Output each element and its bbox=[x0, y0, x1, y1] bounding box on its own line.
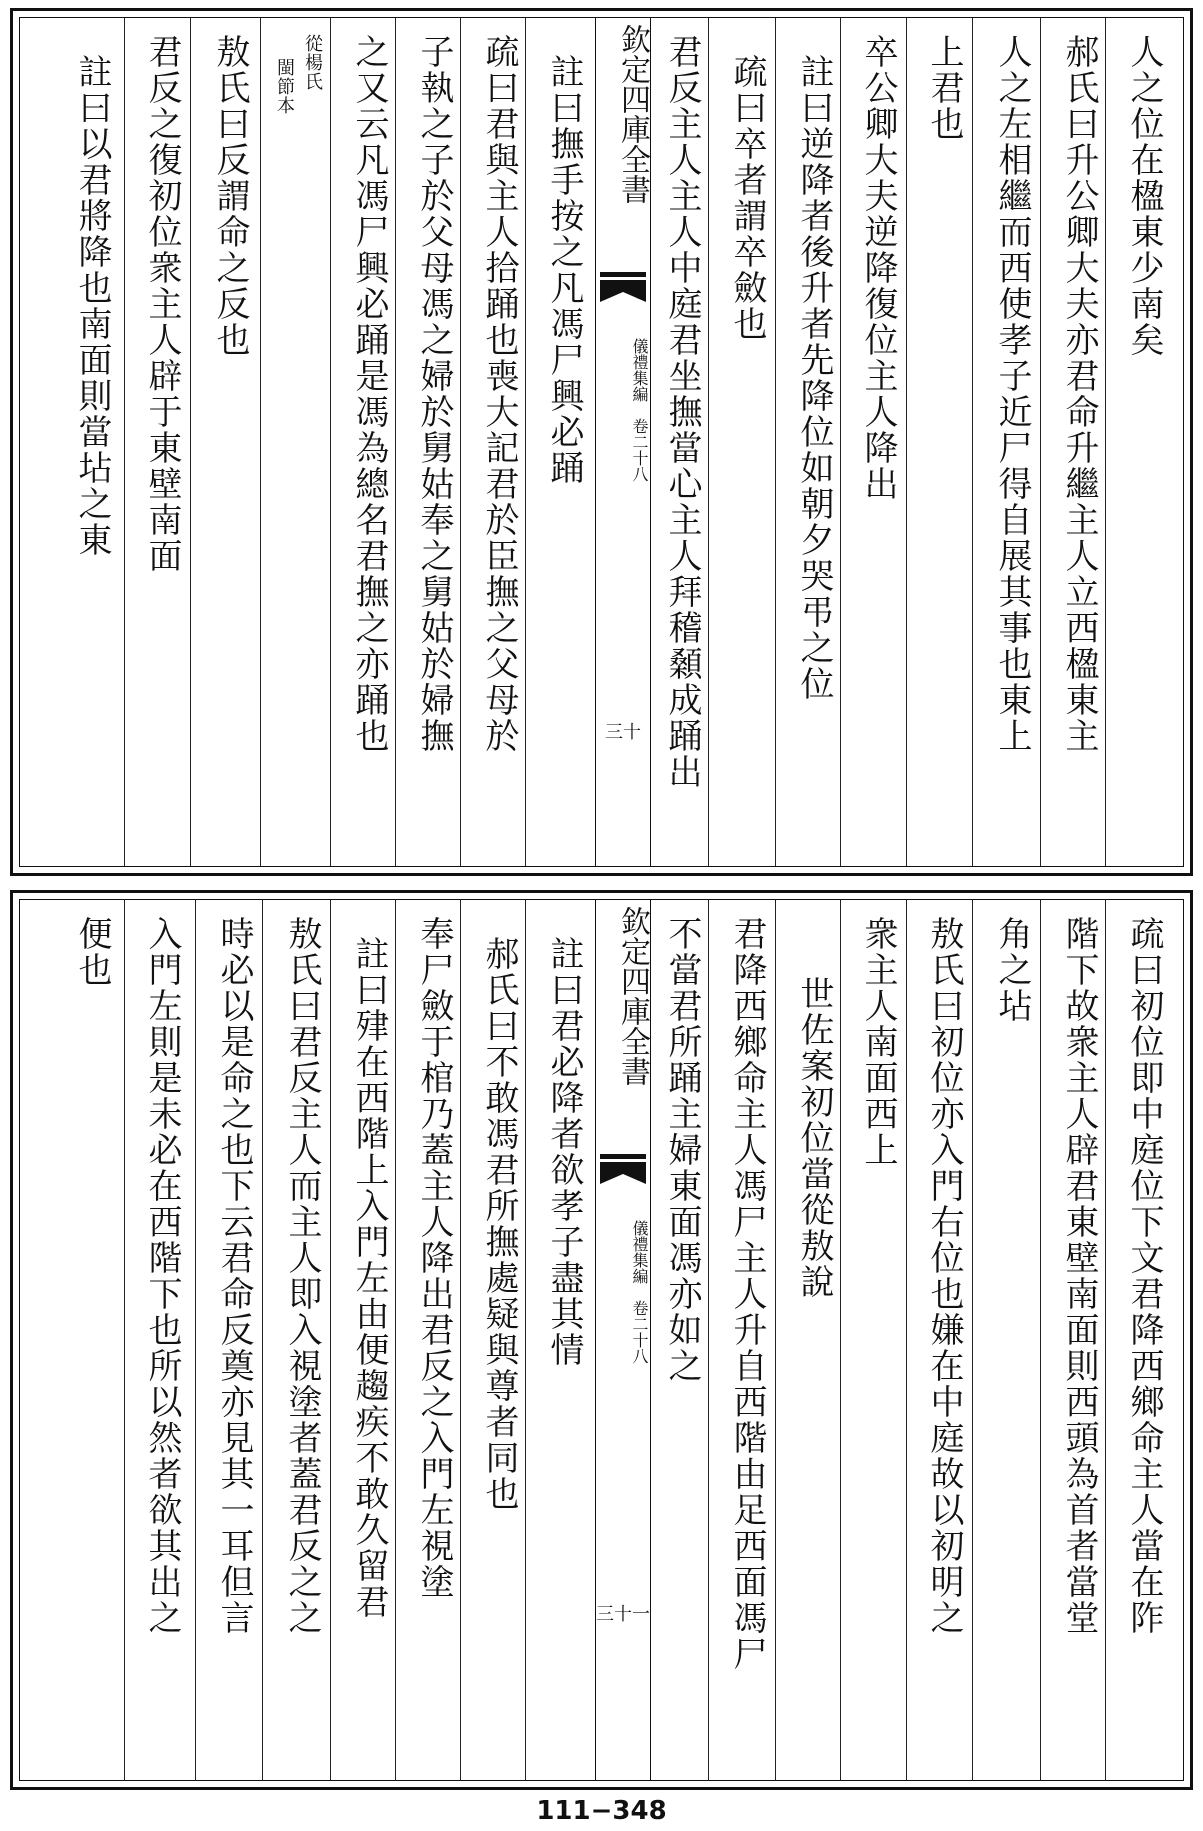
column-rule bbox=[972, 900, 973, 1780]
text-column: 奉尸斂于棺乃蓋主人降出君反之入門左視塗 bbox=[414, 916, 454, 1600]
column-rule bbox=[1105, 18, 1106, 866]
text-column: 註曰逆降者後升者先降位如朝夕哭弔之位 bbox=[794, 54, 834, 702]
text-column: 之又云凡馮尸興必踊是馮為總名君撫之亦踊也 bbox=[349, 34, 389, 754]
top-page-frame bbox=[19, 17, 1184, 867]
text-column: 便也 bbox=[72, 916, 112, 988]
text-column: 敖氏曰君反主人而主人即入視塗者蓋君反之之 bbox=[282, 916, 322, 1636]
bottom-page bbox=[10, 890, 1193, 1790]
column-rule bbox=[330, 900, 331, 1780]
book-title: 欽定四庫全書 bbox=[615, 24, 650, 204]
text-column: 疏曰君與主人拾踊也喪大記君於臣撫之父母於 bbox=[479, 34, 519, 754]
column-rule bbox=[260, 18, 261, 866]
text-column: 上君也 bbox=[924, 34, 964, 142]
column-rule bbox=[906, 18, 907, 866]
text-column: 註曰君必降者欲孝子盡其情 bbox=[544, 936, 584, 1368]
page-number: 111−348 bbox=[536, 1796, 667, 1826]
column-rule bbox=[460, 900, 461, 1780]
column-rule bbox=[1040, 900, 1041, 1780]
volume-label: 儀禮集編 卷二十八 bbox=[630, 338, 649, 482]
center-fold bbox=[595, 18, 651, 866]
text-column: 疏曰卒者謂卒斂也 bbox=[727, 54, 767, 342]
text-column: 人之位在楹東少南矣 bbox=[1124, 34, 1164, 358]
text-column: 註曰以君將降也南面則當坫之東 bbox=[72, 54, 112, 558]
fish-tail-mark-icon bbox=[600, 1154, 646, 1200]
bottom-page-frame bbox=[19, 899, 1184, 1781]
text-column: 君反主人主人中庭君坐撫當心主人拜稽顙成踊出 bbox=[662, 34, 702, 790]
text-column: 世佐案初位當從敖說 bbox=[794, 976, 834, 1300]
column-rule bbox=[124, 18, 125, 866]
column-rule bbox=[708, 18, 709, 866]
column-rule bbox=[1040, 18, 1041, 866]
text-column: 入門左則是未必在西階下也所以然者欲其出之 bbox=[142, 916, 182, 1636]
text-column: 不當君所踊主婦東面馮亦如之 bbox=[662, 916, 702, 1384]
column-rule bbox=[840, 18, 841, 866]
fish-tail-mark-icon bbox=[600, 272, 646, 318]
text-column: 君降西鄉命主人馮尸主人升自西階由足西面馮尸 bbox=[727, 916, 767, 1672]
text-column: 敖氏曰初位亦入門右位也嫌在中庭故以初明之 bbox=[924, 916, 964, 1636]
text-column: 郝氏曰升公卿大夫亦君命升繼主人立西楹東主 bbox=[1059, 34, 1099, 754]
column-rule bbox=[460, 18, 461, 866]
column-rule bbox=[195, 900, 196, 1780]
column-rule bbox=[124, 900, 125, 1780]
volume-label: 儀禮集編 卷二十八 bbox=[630, 1220, 649, 1364]
column-rule bbox=[330, 18, 331, 866]
leaf-number: 三十 bbox=[605, 722, 641, 743]
text-column: 郝氏曰不敢馮君所撫處疑與尊者同也 bbox=[479, 936, 519, 1512]
text-column: 卒公卿大夫逆降復位主人降出 bbox=[858, 34, 898, 502]
text-column: 子執之子於父母馮之婦於舅姑奉之舅姑於婦撫 bbox=[414, 34, 454, 754]
text-column: 疏曰初位即中庭位下文君降西鄉命主人當在阼 bbox=[1124, 916, 1164, 1636]
column-rule bbox=[840, 900, 841, 1780]
text-column: 註曰撫手按之凡馮尸興必踊 bbox=[544, 54, 584, 486]
text-column: 角之坫 bbox=[992, 916, 1032, 1024]
text-column: 註曰肂在西階上入門左由便趨疾不敢久留君 bbox=[349, 936, 389, 1620]
book-title: 欽定四庫全書 bbox=[615, 906, 650, 1086]
text-column: 衆主人南面西上 bbox=[858, 916, 898, 1168]
text-column: 階下故衆主人辟君東壁南面則西頭為首者當堂 bbox=[1059, 916, 1099, 1636]
text-column: 敖氏曰反謂命之反也 bbox=[210, 34, 250, 358]
text-column: 君反之復初位衆主人辟于東壁南面 bbox=[142, 34, 182, 574]
column-rule bbox=[708, 900, 709, 1780]
column-rule bbox=[775, 900, 776, 1780]
center-fold bbox=[595, 900, 651, 1780]
small-note-column: 閩節本 bbox=[274, 58, 295, 115]
text-column: 人之左相繼而西使孝子近尸得自展其事也東上 bbox=[992, 34, 1032, 754]
column-rule bbox=[972, 18, 973, 866]
column-rule bbox=[1105, 900, 1106, 1780]
small-note-column: 從楊氏 bbox=[302, 34, 323, 91]
column-rule bbox=[395, 18, 396, 866]
column-rule bbox=[262, 900, 263, 1780]
column-rule bbox=[775, 18, 776, 866]
column-rule bbox=[525, 18, 526, 866]
column-rule bbox=[906, 900, 907, 1780]
leaf-number: 三十一 bbox=[596, 1604, 650, 1625]
text-column: 時必以是命之也下云君命反奠亦見其一耳但言 bbox=[214, 916, 254, 1636]
column-rule bbox=[190, 18, 191, 866]
column-rule bbox=[525, 900, 526, 1780]
column-rule bbox=[395, 900, 396, 1780]
top-page bbox=[10, 8, 1193, 876]
